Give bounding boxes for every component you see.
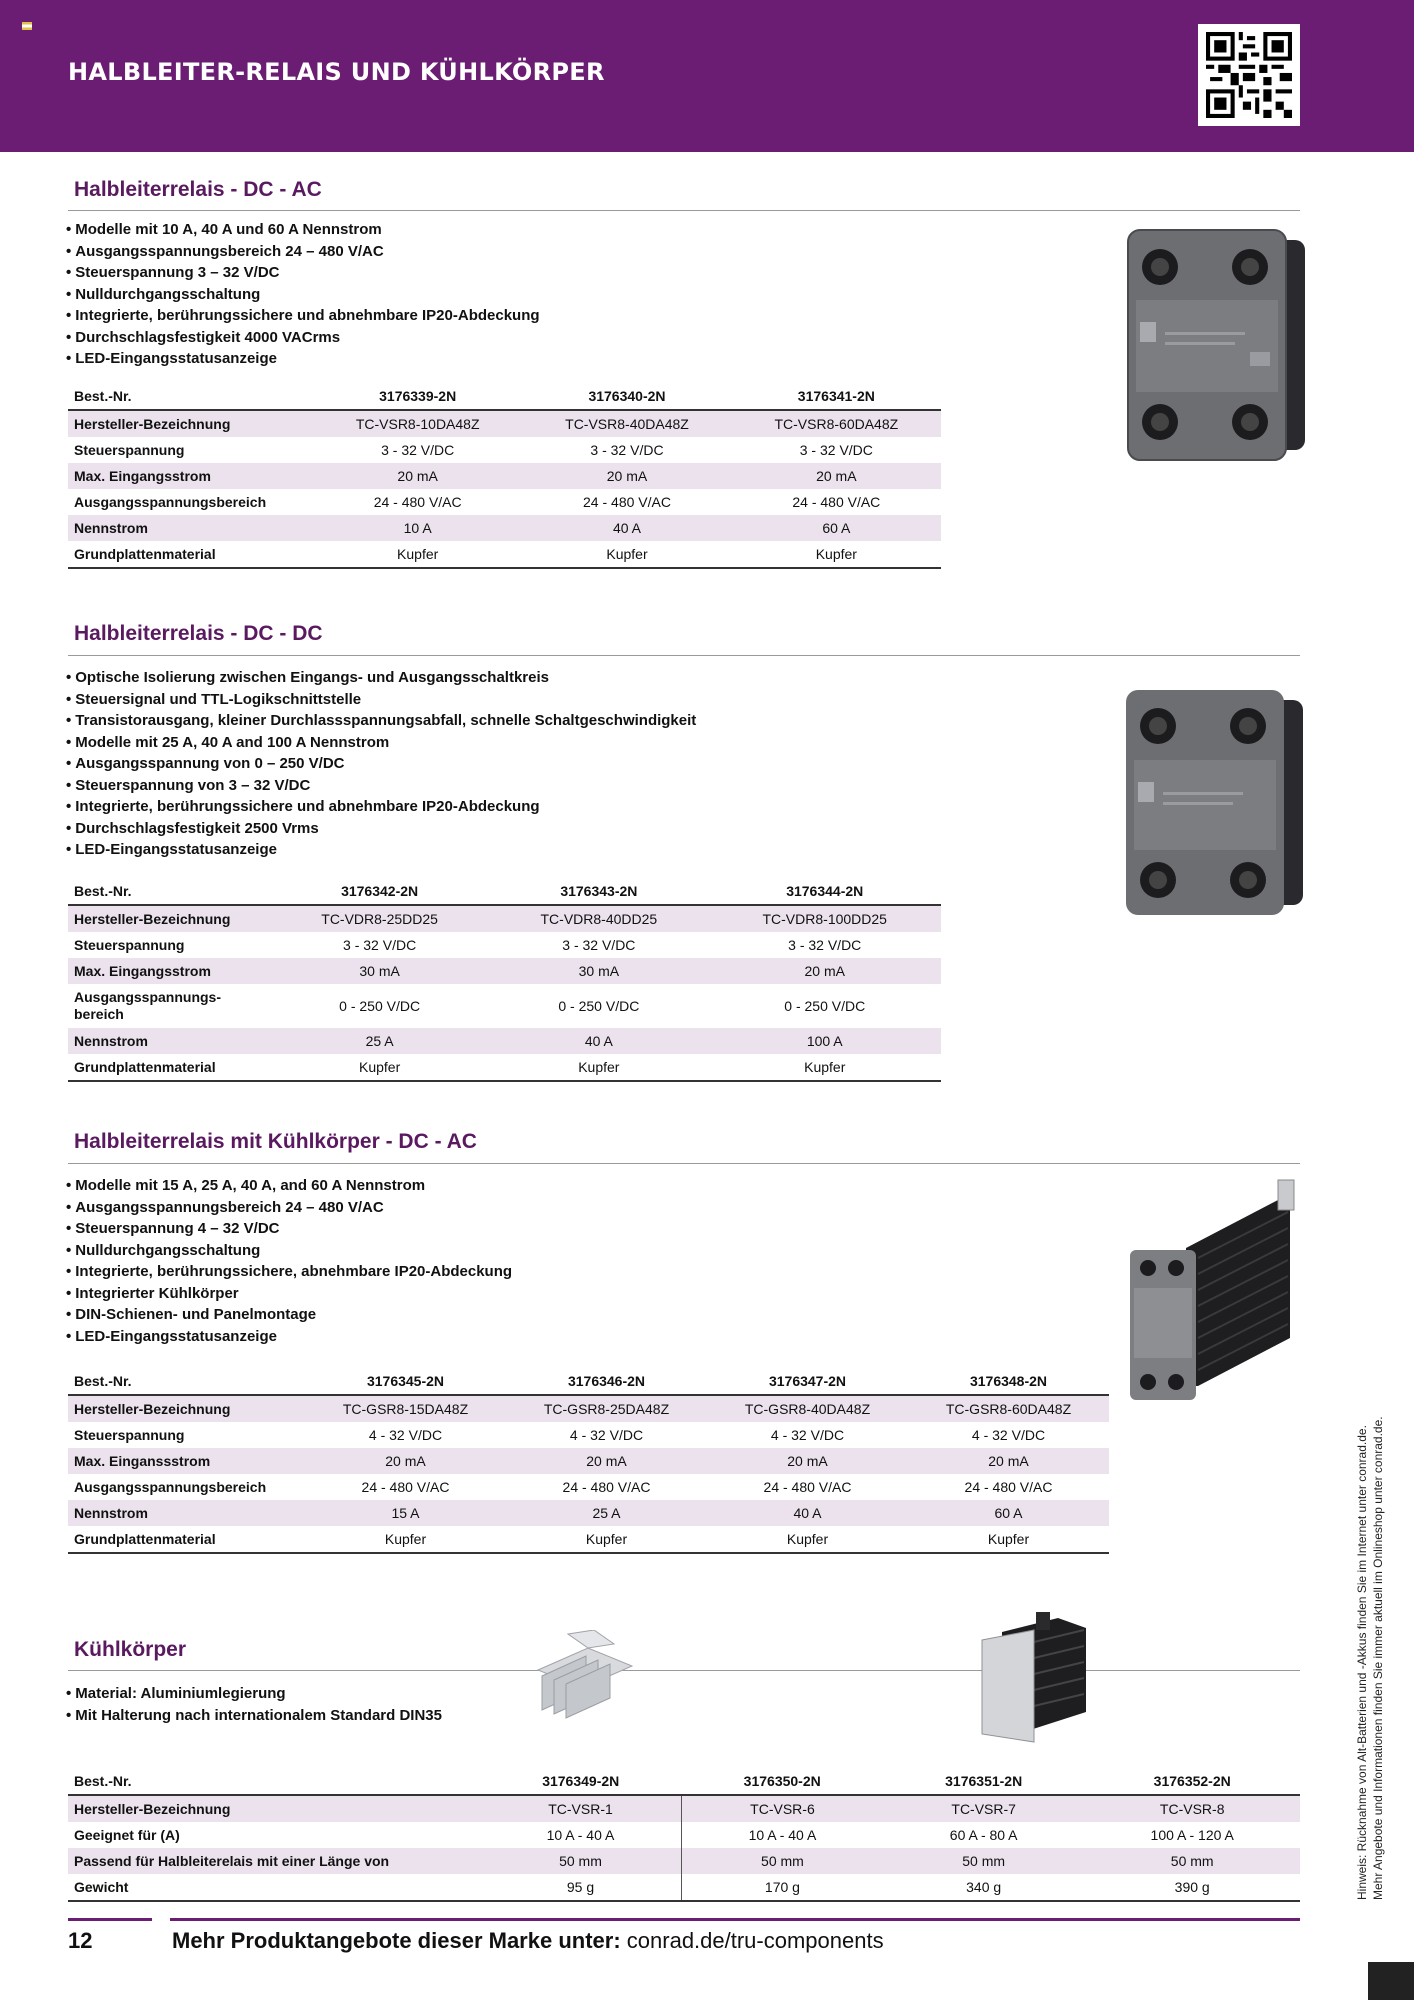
- table-cell: 20 mA: [732, 463, 941, 489]
- table-cell: 10 A: [313, 515, 522, 541]
- row-label: Steuerspannung: [74, 937, 185, 953]
- table-row: [68, 1422, 1109, 1448]
- table-cell: 10 A - 40 A: [480, 1822, 681, 1848]
- page-title: HALBLEITER-RELAIS UND KÜHLKÖRPER: [68, 58, 605, 86]
- table-cell: 30 mA: [270, 958, 489, 984]
- section-title-dc-dc: Halbleiterrelais - DC - DC: [74, 622, 323, 645]
- table-cell: TC-VSR8-10DA48Z: [313, 410, 522, 437]
- table-cell: 3 - 32 V/DC: [799, 442, 873, 458]
- solid-state-relay-dc-image: [1118, 684, 1308, 924]
- table-cell: 20 mA: [707, 1448, 908, 1474]
- table-row: [68, 958, 941, 984]
- row-label: Ausgangsspannungsbereich: [74, 494, 267, 510]
- list-item: • LED-Eingangsstatusanzeige: [66, 348, 540, 370]
- feature-list-dc-ac: [66, 219, 540, 370]
- table-cell: TC-VDR8-40DD25: [489, 905, 708, 932]
- side-note-line: Mehr Angebote und Informationen finden Sie immer aktuell im Onlineshop unter conrad.de.: [1371, 1416, 1385, 1900]
- feature-list-dc-dc: [66, 667, 696, 861]
- row-label: Hersteller-Bezeichnung: [68, 905, 270, 932]
- table-cell: 3 - 32 V/DC: [590, 442, 664, 458]
- table-row: [68, 1500, 1109, 1526]
- table-cell: 30 mA: [489, 958, 708, 984]
- section-title-heatsink-relay: Halbleiterrelais mit Kühlkörper - DC - AC: [74, 1130, 477, 1153]
- list-item: • Steuerspannung von 3 – 32 V/DC: [66, 775, 696, 797]
- row-label: Geeignet für (A): [74, 1827, 180, 1843]
- row-label: Nennstrom: [68, 515, 313, 541]
- table-cell: TC-VSR-7: [883, 1795, 1084, 1822]
- page-header: [0, 0, 1414, 152]
- table-cell: 25 A: [270, 1028, 489, 1054]
- table-cell: Kupfer: [732, 541, 941, 568]
- table-cell: 60 A: [908, 1500, 1109, 1526]
- table-row: [68, 1795, 1300, 1822]
- divider: [68, 655, 1300, 656]
- list-item: • Steuerspannung 4 – 32 V/DC: [66, 1218, 512, 1240]
- table-header-row: [68, 878, 941, 905]
- table-header: 3176349-2N: [480, 1768, 681, 1795]
- list-item: • Modelle mit 15 A, 25 A, 40 A, and 60 A Nennstrom: [66, 1175, 512, 1197]
- table-cell: 170 g: [681, 1874, 882, 1901]
- table-cell: 24 - 480 V/AC: [562, 1479, 651, 1495]
- table-cell: 40 A: [489, 1028, 708, 1054]
- table-cell: 390 g: [1084, 1874, 1300, 1901]
- row-label: Max. Eingangsstrom: [68, 958, 270, 984]
- list-item: • LED-Eingangsstatusanzeige: [66, 1326, 512, 1348]
- table-cell: TC-VSR8-40DA48Z: [522, 410, 731, 437]
- row-label: Max. Eingangsstrom: [68, 463, 313, 489]
- table-row: [68, 1822, 1300, 1848]
- table-cell: 24 - 480 V/AC: [373, 494, 462, 510]
- table-header: Best.-Nr.: [68, 1768, 480, 1795]
- divider: [68, 210, 1300, 211]
- table-cell: 20 mA: [506, 1448, 707, 1474]
- table-header: 3176352-2N: [1084, 1768, 1300, 1795]
- spec-table-dc-ac: [68, 383, 941, 569]
- table-cell: TC-GSR8-15DA48Z: [305, 1395, 506, 1422]
- row-label: Hersteller-Bezeichnung: [68, 1795, 480, 1822]
- list-item: • Integrierter Kühlkörper: [66, 1283, 512, 1305]
- list-item: • Durchschlagsfestigkeit 2500 Vrms: [66, 818, 696, 840]
- table-header: 3176347-2N: [707, 1368, 908, 1395]
- footer-link[interactable]: conrad.de/tru-components: [626, 1928, 884, 1953]
- heatsink-small-image: [528, 1630, 638, 1720]
- table-cell: 24 - 480 V/AC: [964, 1479, 1053, 1495]
- spec-table-dc-dc: [68, 878, 941, 1082]
- list-item: • Ausgangsspannungsbereich 24 – 480 V/AC: [66, 241, 540, 263]
- list-item: • Integrierte, berührungssichere, abnehmbare IP20-Abdeckung: [66, 1261, 512, 1283]
- list-item: • Integrierte, berührungssichere und abnehmbare IP20-Abdeckung: [66, 305, 540, 327]
- list-item: • Integrierte, berührungssichere und abnehmbare IP20-Abdeckung: [66, 796, 696, 818]
- table-header: 3176350-2N: [681, 1768, 882, 1795]
- table-cell: 24 - 480 V/AC: [792, 494, 881, 510]
- row-label: Hersteller-Bezeichnung: [68, 410, 313, 437]
- table-cell: 0 - 250 V/DC: [558, 998, 640, 1014]
- table-cell: 4 - 32 V/DC: [770, 1427, 845, 1443]
- table-cell: 95 g: [480, 1874, 681, 1901]
- table-header: 3176343-2N: [489, 878, 708, 905]
- row-label: Gewicht: [68, 1874, 480, 1901]
- list-item: • Modelle mit 10 A, 40 A und 60 A Nennstrom: [66, 219, 540, 241]
- row-label: Ausgangsspannungs- bereich: [74, 989, 222, 1022]
- table-cell: 40 A: [522, 515, 731, 541]
- relay-with-heatsink-image: [1128, 1178, 1308, 1428]
- table-header: 3176344-2N: [708, 878, 941, 905]
- table-cell: 100 A - 120 A: [1150, 1827, 1234, 1843]
- section-title-heatsink: Kühlkörper: [74, 1638, 187, 1661]
- table-header: 3176341-2N: [732, 383, 941, 410]
- table-header: 3176342-2N: [270, 878, 489, 905]
- table-header-row: [68, 1768, 1300, 1795]
- table-cell: 20 mA: [708, 958, 941, 984]
- heatsink-large-image: [978, 1612, 1094, 1748]
- table-cell: 20 mA: [313, 463, 522, 489]
- feature-list-heatsink: [66, 1683, 442, 1726]
- footer-divider: [68, 1918, 1300, 1921]
- table-row: [68, 984, 941, 1028]
- table-row: [68, 463, 941, 489]
- table-cell: TC-VDR8-100DD25: [708, 905, 941, 932]
- page-number: 12: [68, 1928, 93, 1953]
- table-header: 3176345-2N: [305, 1368, 506, 1395]
- spec-table-heatsink: [68, 1768, 1300, 1902]
- table-cell: 24 - 480 V/AC: [763, 1479, 852, 1495]
- table-cell: 4 - 32 V/DC: [368, 1427, 443, 1443]
- table-row: [68, 1054, 941, 1081]
- table-header: Best.-Nr.: [68, 383, 313, 410]
- table-cell: Kupfer: [305, 1526, 506, 1553]
- row-label: Grundplattenmaterial: [68, 1526, 305, 1553]
- row-label: Grundplattenmaterial: [68, 1054, 270, 1081]
- table-header: 3176351-2N: [883, 1768, 1084, 1795]
- table-cell: 40 A: [707, 1500, 908, 1526]
- table-cell: 3 - 32 V/DC: [343, 937, 417, 953]
- table-cell: TC-GSR8-40DA48Z: [707, 1395, 908, 1422]
- table-cell: TC-GSR8-60DA48Z: [908, 1395, 1109, 1422]
- table-header: 3176339-2N: [313, 383, 522, 410]
- table-cell: TC-VSR-8: [1084, 1795, 1300, 1822]
- table-cell: TC-VDR8-25DD25: [270, 905, 489, 932]
- list-item: • Modelle mit 25 A, 40 A and 100 A Nennstrom: [66, 732, 696, 754]
- table-cell: 60 A: [732, 515, 941, 541]
- table-cell: Kupfer: [506, 1526, 707, 1553]
- list-item: • Nulldurchgangsschaltung: [66, 1240, 512, 1262]
- table-cell: 20 mA: [522, 463, 731, 489]
- row-label: Ausgangsspannungsbereich: [74, 1479, 267, 1495]
- list-item: • Ausgangsspannungsbereich 24 – 480 V/AC: [66, 1197, 512, 1219]
- table-cell: 20 mA: [908, 1448, 1109, 1474]
- row-label: Max. Einganssstrom: [68, 1448, 305, 1474]
- side-note-line: Hinweis: Rücknahme von Alt-Batterien und -Akkus finden Sie im Internet unter conrad.de.: [1355, 1425, 1369, 1900]
- table-header: Best.-Nr.: [68, 1368, 305, 1395]
- table-row: [68, 437, 941, 463]
- qr-code[interactable]: [1198, 24, 1300, 126]
- list-item: • Transistorausgang, kleiner Durchlassspannungsabfall, schnelle Schaltgeschwindigkeit: [66, 710, 696, 732]
- footer-label: Mehr Produktangebote dieser Marke unter:: [172, 1928, 621, 1953]
- side-note: [1340, 1380, 1385, 1900]
- table-cell: Kupfer: [313, 541, 522, 568]
- table-header-row: [68, 383, 941, 410]
- row-label: Steuerspannung: [74, 1427, 185, 1443]
- row-label: Hersteller-Bezeichnung: [68, 1395, 305, 1422]
- table-cell: 100 A: [708, 1028, 941, 1054]
- table-cell: 50 mm: [480, 1848, 681, 1874]
- table-cell: TC-VSR8-60DA48Z: [732, 410, 941, 437]
- table-row: [68, 932, 941, 958]
- row-label: Nennstrom: [68, 1028, 270, 1054]
- solid-state-relay-image: [1120, 222, 1310, 472]
- table-cell: 24 - 480 V/AC: [583, 494, 671, 510]
- table-cell: Kupfer: [522, 541, 731, 568]
- table-cell: 50 mm: [1084, 1848, 1300, 1874]
- divider: [68, 1670, 1300, 1671]
- list-item: • Mit Halterung nach internationalem Standard DIN35: [66, 1705, 442, 1727]
- table-cell: 15 A: [305, 1500, 506, 1526]
- table-cell: 0 - 250 V/DC: [339, 998, 421, 1014]
- table-cell: TC-VSR-6: [681, 1795, 882, 1822]
- table-cell: TC-VSR-1: [480, 1795, 681, 1822]
- list-item: • Steuerspannung 3 – 32 V/DC: [66, 262, 540, 284]
- table-cell: 25 A: [506, 1500, 707, 1526]
- table-cell: Kupfer: [489, 1054, 708, 1081]
- table-cell: 3 - 32 V/DC: [788, 937, 862, 953]
- section-title-dc-ac: Halbleiterrelais - DC - AC: [74, 178, 322, 201]
- table-row: [68, 1448, 1109, 1474]
- table-header-row: [68, 1368, 1109, 1395]
- table-row: [68, 1848, 1300, 1874]
- table-row: [68, 1526, 1109, 1553]
- table-header: 3176346-2N: [506, 1368, 707, 1395]
- table-cell: 0 - 250 V/DC: [784, 998, 866, 1014]
- list-item: • Steuersignal und TTL-Logikschnittstelle: [66, 689, 696, 711]
- table-cell: 10 A - 40 A: [748, 1827, 817, 1843]
- table-cell: 50 mm: [681, 1848, 882, 1874]
- table-cell: Kupfer: [270, 1054, 489, 1081]
- corner-tab: [1368, 1962, 1414, 2000]
- list-item: • DIN-Schienen- und Panelmontage: [66, 1304, 512, 1326]
- list-item: • Ausgangsspannung von 0 – 250 V/DC: [66, 753, 696, 775]
- row-label: Passend für Halbleiterelais mit einer Länge von: [68, 1848, 480, 1874]
- table-row: [68, 1028, 941, 1054]
- table-header: Best.-Nr.: [68, 878, 270, 905]
- table-cell: 20 mA: [305, 1448, 506, 1474]
- list-item: • Nulldurchgangsschaltung: [66, 284, 540, 306]
- table-cell: TC-GSR8-25DA48Z: [506, 1395, 707, 1422]
- list-item: • LED-Eingangsstatusanzeige: [66, 839, 696, 861]
- table-cell: 50 mm: [883, 1848, 1084, 1874]
- row-label: Grundplattenmaterial: [68, 541, 313, 568]
- table-cell: 340 g: [883, 1874, 1084, 1901]
- table-cell: 24 - 480 V/AC: [361, 1479, 450, 1495]
- table-row: [68, 515, 941, 541]
- spec-table-heatsink-relay: [68, 1368, 1109, 1554]
- table-header: 3176348-2N: [908, 1368, 1109, 1395]
- qr-code-icon: [1206, 32, 1292, 118]
- row-label: Nennstrom: [68, 1500, 305, 1526]
- table-cell: 3 - 32 V/DC: [381, 442, 455, 458]
- table-row: [68, 410, 941, 437]
- table-header: 3176340-2N: [522, 383, 731, 410]
- list-item: • Material: Aluminiumlegierung: [66, 1683, 442, 1705]
- list-item: • Optische Isolierung zwischen Eingangs- und Ausgangsschaltkreis: [66, 667, 696, 689]
- table-row: [68, 489, 941, 515]
- table-cell: Kupfer: [908, 1526, 1109, 1553]
- feature-list-heatsink-relay: [66, 1175, 512, 1347]
- row-label: Steuerspannung: [74, 442, 185, 458]
- table-cell: 60 A - 80 A: [949, 1827, 1018, 1843]
- table-row: [68, 541, 941, 568]
- table-row: [68, 1395, 1109, 1422]
- divider: [68, 1163, 1300, 1164]
- table-row: [68, 905, 941, 932]
- footer-text: [172, 1928, 884, 1954]
- list-item: • Durchschlagsfestigkeit 4000 VACrms: [66, 327, 540, 349]
- table-cell: Kupfer: [707, 1526, 908, 1553]
- table-cell: 3 - 32 V/DC: [562, 937, 636, 953]
- table-cell: 4 - 32 V/DC: [569, 1427, 644, 1443]
- footer-divider-gap: [152, 1916, 170, 1923]
- table-cell: Kupfer: [708, 1054, 941, 1081]
- table-cell: 4 - 32 V/DC: [971, 1427, 1046, 1443]
- table-row: [68, 1474, 1109, 1500]
- table-row: [68, 1874, 1300, 1901]
- flag-icon: [22, 22, 32, 30]
